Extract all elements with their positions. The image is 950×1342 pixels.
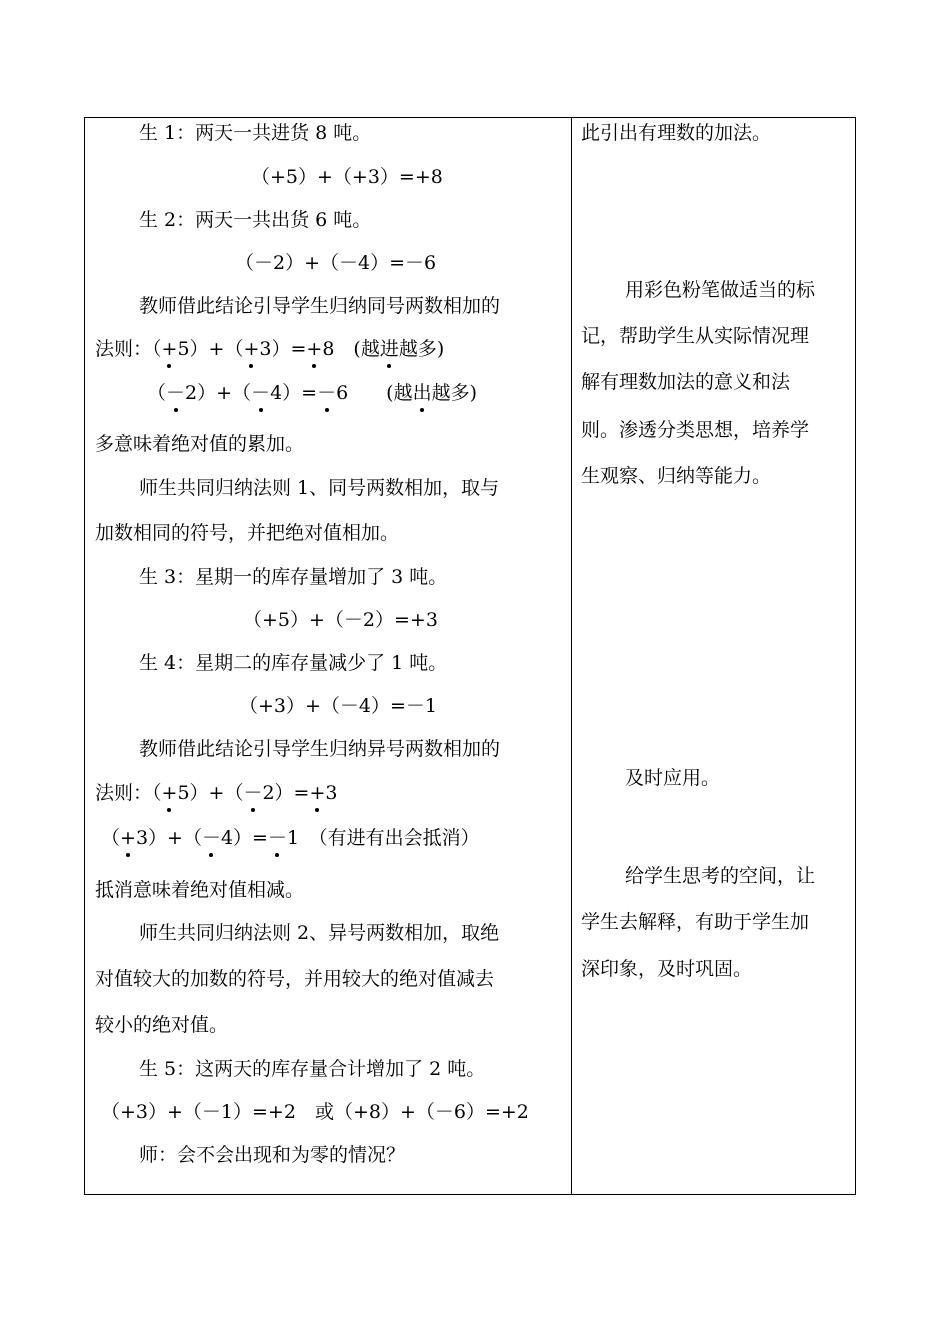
emphasis-dot-char: + — [243, 338, 260, 360]
left-line-6 — [95, 337, 444, 361]
right-line-4: 解有理数加法的意义和法 — [581, 371, 791, 393]
text-fragment: 法则：（ — [95, 782, 162, 804]
left-line-12: （+5）+（－2）=+3 — [243, 609, 438, 631]
text-fragment: 3）+（ — [135, 827, 202, 849]
left-line-22: 生 5：这两天的库存量合计增加了 2 吨。 — [139, 1058, 486, 1080]
emphasis-dot-char: + — [161, 338, 178, 360]
left-line-11: 生 3：星期一的库存量增加了 3 吨。 — [139, 566, 448, 588]
left-line-9: 师生共同归纳法则 1、同号两数相加，取与 — [139, 477, 500, 499]
emphasis-dot-char: + — [306, 338, 323, 360]
text-fragment: （ — [101, 827, 121, 849]
emphasis-dot-char: － — [267, 827, 287, 849]
right-line-7: 及时应用。 — [625, 767, 721, 789]
emphasis-dot-char: 进 — [379, 338, 399, 360]
right-line-3: 记，帮助学生从实际情况理 — [581, 325, 810, 347]
emphasis-dot-char: － — [166, 382, 186, 404]
emphasis-dot-char: － — [243, 782, 263, 804]
right-line-9: 学生去解释，有助于学生加 — [581, 911, 810, 933]
left-line-4: （－2）+（－4）=－6 — [235, 252, 437, 274]
text-fragment: 5）+（ — [177, 338, 244, 360]
emphasis-dot-char: + — [309, 782, 326, 804]
right-line-10: 深印象，及时巩固。 — [581, 958, 753, 980]
text-fragment: 3 — [325, 782, 338, 804]
right-line-5: 则。渗透分类思想，培养学 — [581, 419, 810, 441]
right-line-8: 给学生思考的空间，让 — [625, 865, 816, 887]
text-fragment: 2）= — [262, 782, 310, 804]
left-line-8: 多意味着绝对值的累加。 — [95, 433, 305, 455]
left-line-24: 师：会不会出现和为零的情况？ — [139, 1144, 406, 1166]
emphasis-dot-char: － — [201, 827, 221, 849]
text-fragment: 法则：（ — [95, 338, 162, 360]
left-line-19: 师生共同归纳法则 2、异号两数相加，取绝 — [139, 922, 500, 944]
left-line-1: 生 1：两天一共进货 8 吨。 — [139, 122, 372, 144]
text-fragment: 8 (越 — [322, 338, 380, 360]
emphasis-dot-char: － — [317, 382, 337, 404]
text-fragment: 1 （有进有出会抵消） — [287, 827, 480, 849]
left-line-10: 加数相同的符号，并把绝对值相加。 — [95, 522, 400, 544]
text-fragment: 6 (越 — [336, 382, 413, 404]
column-divider — [571, 118, 572, 1194]
left-line-15: 教师借此结论引导学生归纳异号两数相加的 — [139, 738, 501, 760]
left-line-18: 抵消意味着绝对值相减。 — [95, 879, 305, 901]
left-line-16 — [95, 781, 338, 805]
left-line-13: 生 4：星期二的库存量减少了 1 吨。 — [139, 652, 448, 674]
emphasis-dot-char: + — [120, 827, 136, 849]
text-fragment: 3）= — [259, 338, 307, 360]
right-line-1: 此引出有理数的加法。 — [581, 122, 772, 144]
left-line-14: （+3）+（－4）=－1 — [239, 695, 438, 717]
left-line-23: （+3）+（－1）=+2 或（+8）+（－6）=+2 — [101, 1101, 529, 1123]
right-line-6: 生观察、归纳等能力。 — [581, 465, 772, 487]
emphasis-dot-char: － — [251, 382, 271, 404]
text-fragment: 越多) — [398, 338, 445, 360]
text-fragment: 越多) — [431, 382, 478, 404]
lesson-table — [84, 117, 856, 1195]
left-line-7 — [147, 381, 477, 405]
emphasis-dot-char: 出 — [412, 382, 432, 404]
right-line-2: 用彩色粉笔做适当的标 — [625, 279, 816, 301]
text-fragment: 4）= — [220, 827, 268, 849]
left-line-20: 对值较大的加数的符号，并用较大的绝对值减去 — [95, 968, 495, 990]
emphasis-dot-char: + — [161, 782, 178, 804]
text-fragment: 4）= — [270, 382, 318, 404]
left-line-21: 较小的绝对值。 — [95, 1014, 229, 1036]
left-line-5: 教师借此结论引导学生归纳同号两数相加的 — [139, 295, 501, 317]
left-line-3: 生 2：两天一共出货 6 吨。 — [139, 209, 372, 231]
text-fragment: 2）+（ — [185, 382, 252, 404]
left-line-2: （+5）+（+3）=+8 — [251, 166, 443, 188]
text-fragment: （ — [147, 382, 167, 404]
left-line-17 — [101, 826, 480, 850]
text-fragment: 5）+（ — [177, 782, 244, 804]
